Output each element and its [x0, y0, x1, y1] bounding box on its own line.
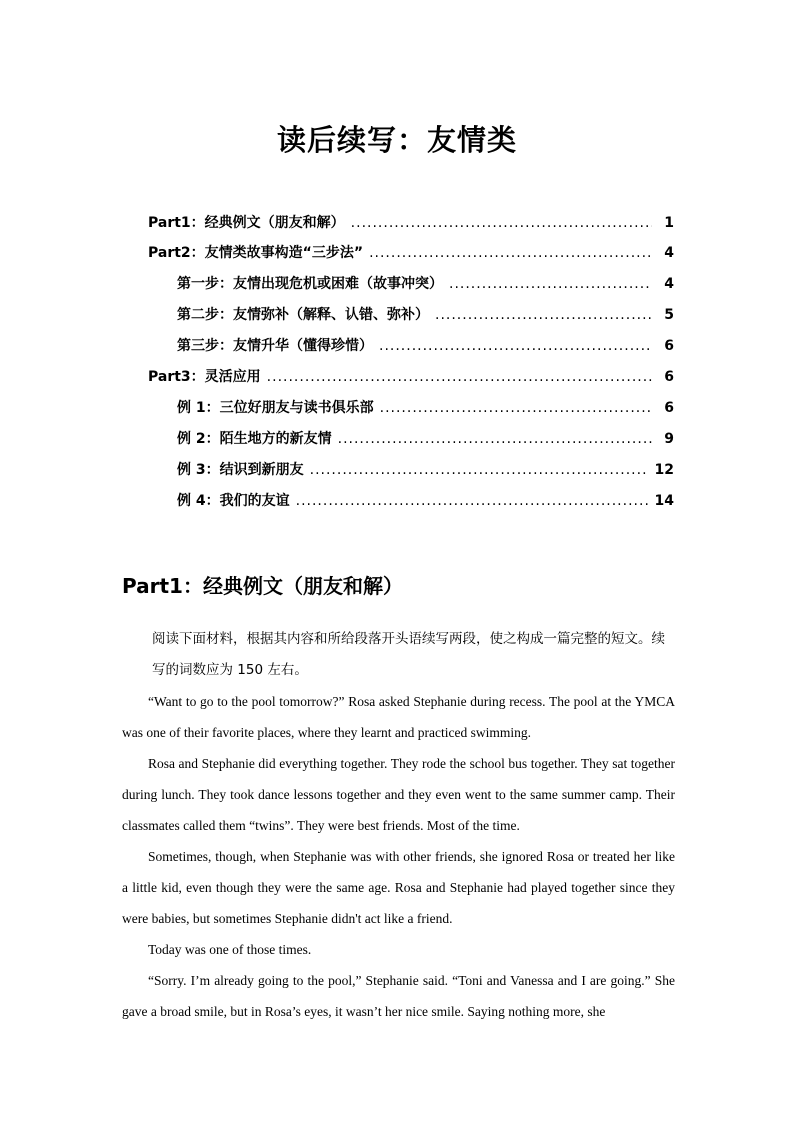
toc-entry[interactable]	[177, 428, 674, 448]
toc-page-number: 5	[664, 307, 674, 323]
toc-page-number: 4	[664, 276, 674, 292]
toc-entry[interactable]	[148, 366, 674, 386]
toc-dot-leader	[310, 462, 649, 478]
toc-entry[interactable]	[177, 335, 674, 355]
toc-dot-leader	[351, 215, 652, 231]
toc-entry-label: Part1：经典例文（朋友和解）	[148, 215, 345, 231]
toc-entry-label: 第一步：友情出现危机或困难（故事冲突）	[177, 276, 443, 292]
story-paragraph: Today was one of those times.	[148, 942, 312, 957]
toc-page-number: 1	[664, 215, 674, 231]
toc-entry[interactable]	[177, 273, 674, 293]
toc-entry-label: 例 3：结识到新朋友	[177, 462, 304, 478]
toc-entry[interactable]	[177, 459, 674, 479]
toc-dot-leader	[267, 369, 652, 385]
story-paragraph: Rosa and Stephanie did everything together. They rode the school bus together. They sat together during lunch. They took dance lessons together and they even went to the same summer camp. Their classmates called them “twins”. They were best friends. Most of the time.	[122, 756, 675, 833]
toc-page-number: 9	[664, 431, 674, 447]
toc-entry[interactable]	[148, 242, 674, 262]
toc-page-number: 4	[664, 245, 674, 261]
toc-dot-leader	[380, 400, 652, 416]
toc-entry-label: 第三步：友情升华（懂得珍惜）	[177, 338, 373, 354]
toc-page-number: 12	[654, 462, 674, 478]
story-text	[122, 686, 675, 1027]
toc-entry-label: Part3：灵活应用	[148, 369, 261, 385]
story-paragraph: “Sorry. I’m already going to the pool,” Stephanie said. “Toni and Vanessa and I are going.” She gave a broad smile, but in Rosa’s eyes, it wasn’t her nice smile. Saying nothing more, she	[122, 973, 675, 1019]
toc-dot-leader	[296, 493, 649, 509]
toc-entry-label: 例 2：陌生地方的新友情	[177, 431, 332, 447]
toc-page-number: 14	[654, 493, 674, 509]
toc-dot-leader	[369, 245, 652, 261]
toc-dot-leader	[435, 307, 652, 323]
toc-entry-label: Part2：友情类故事构造“三步法”	[148, 245, 364, 261]
toc-dot-leader	[449, 276, 652, 292]
toc-entry-label: 第二步：友情弥补（解释、认错、弥补）	[177, 307, 429, 323]
toc-entry[interactable]	[177, 490, 674, 510]
toc-entry[interactable]	[177, 304, 674, 324]
toc-page-number: 6	[664, 338, 674, 354]
story-paragraph: “Want to go to the pool tomorrow?” Rosa asked Stephanie during recess. The pool at the YMCA was one of their favorite places, where they learnt and practiced swimming.	[122, 694, 675, 740]
instruction-text: 阅读下面材料，根据其内容和所给段落开头语续写两段，使之构成一篇完整的短文。续写的词数应为 150 左右。	[152, 631, 665, 678]
toc-entry[interactable]	[177, 397, 674, 417]
toc-entry[interactable]	[148, 212, 674, 232]
toc-page-number: 6	[664, 369, 674, 385]
section-heading: Part1：经典例文（朋友和解）	[122, 574, 403, 598]
toc-dot-leader	[338, 431, 652, 447]
toc-dot-leader	[379, 338, 652, 354]
toc-entry-label: 例 4：我们的友谊	[177, 493, 290, 509]
toc-entry-label: 例 1：三位好朋友与读书俱乐部	[177, 400, 374, 416]
toc-page-number: 6	[664, 400, 674, 416]
document-title: 读后续写：友情类	[276, 123, 517, 157]
story-paragraph: Sometimes, though, when Stephanie was with other friends, she ignored Rosa or treated her like a little kid, even though they were the same age. Rosa and Stephanie had played together since they were babies, but sometimes Stephanie didn't act like a friend.	[122, 849, 675, 926]
